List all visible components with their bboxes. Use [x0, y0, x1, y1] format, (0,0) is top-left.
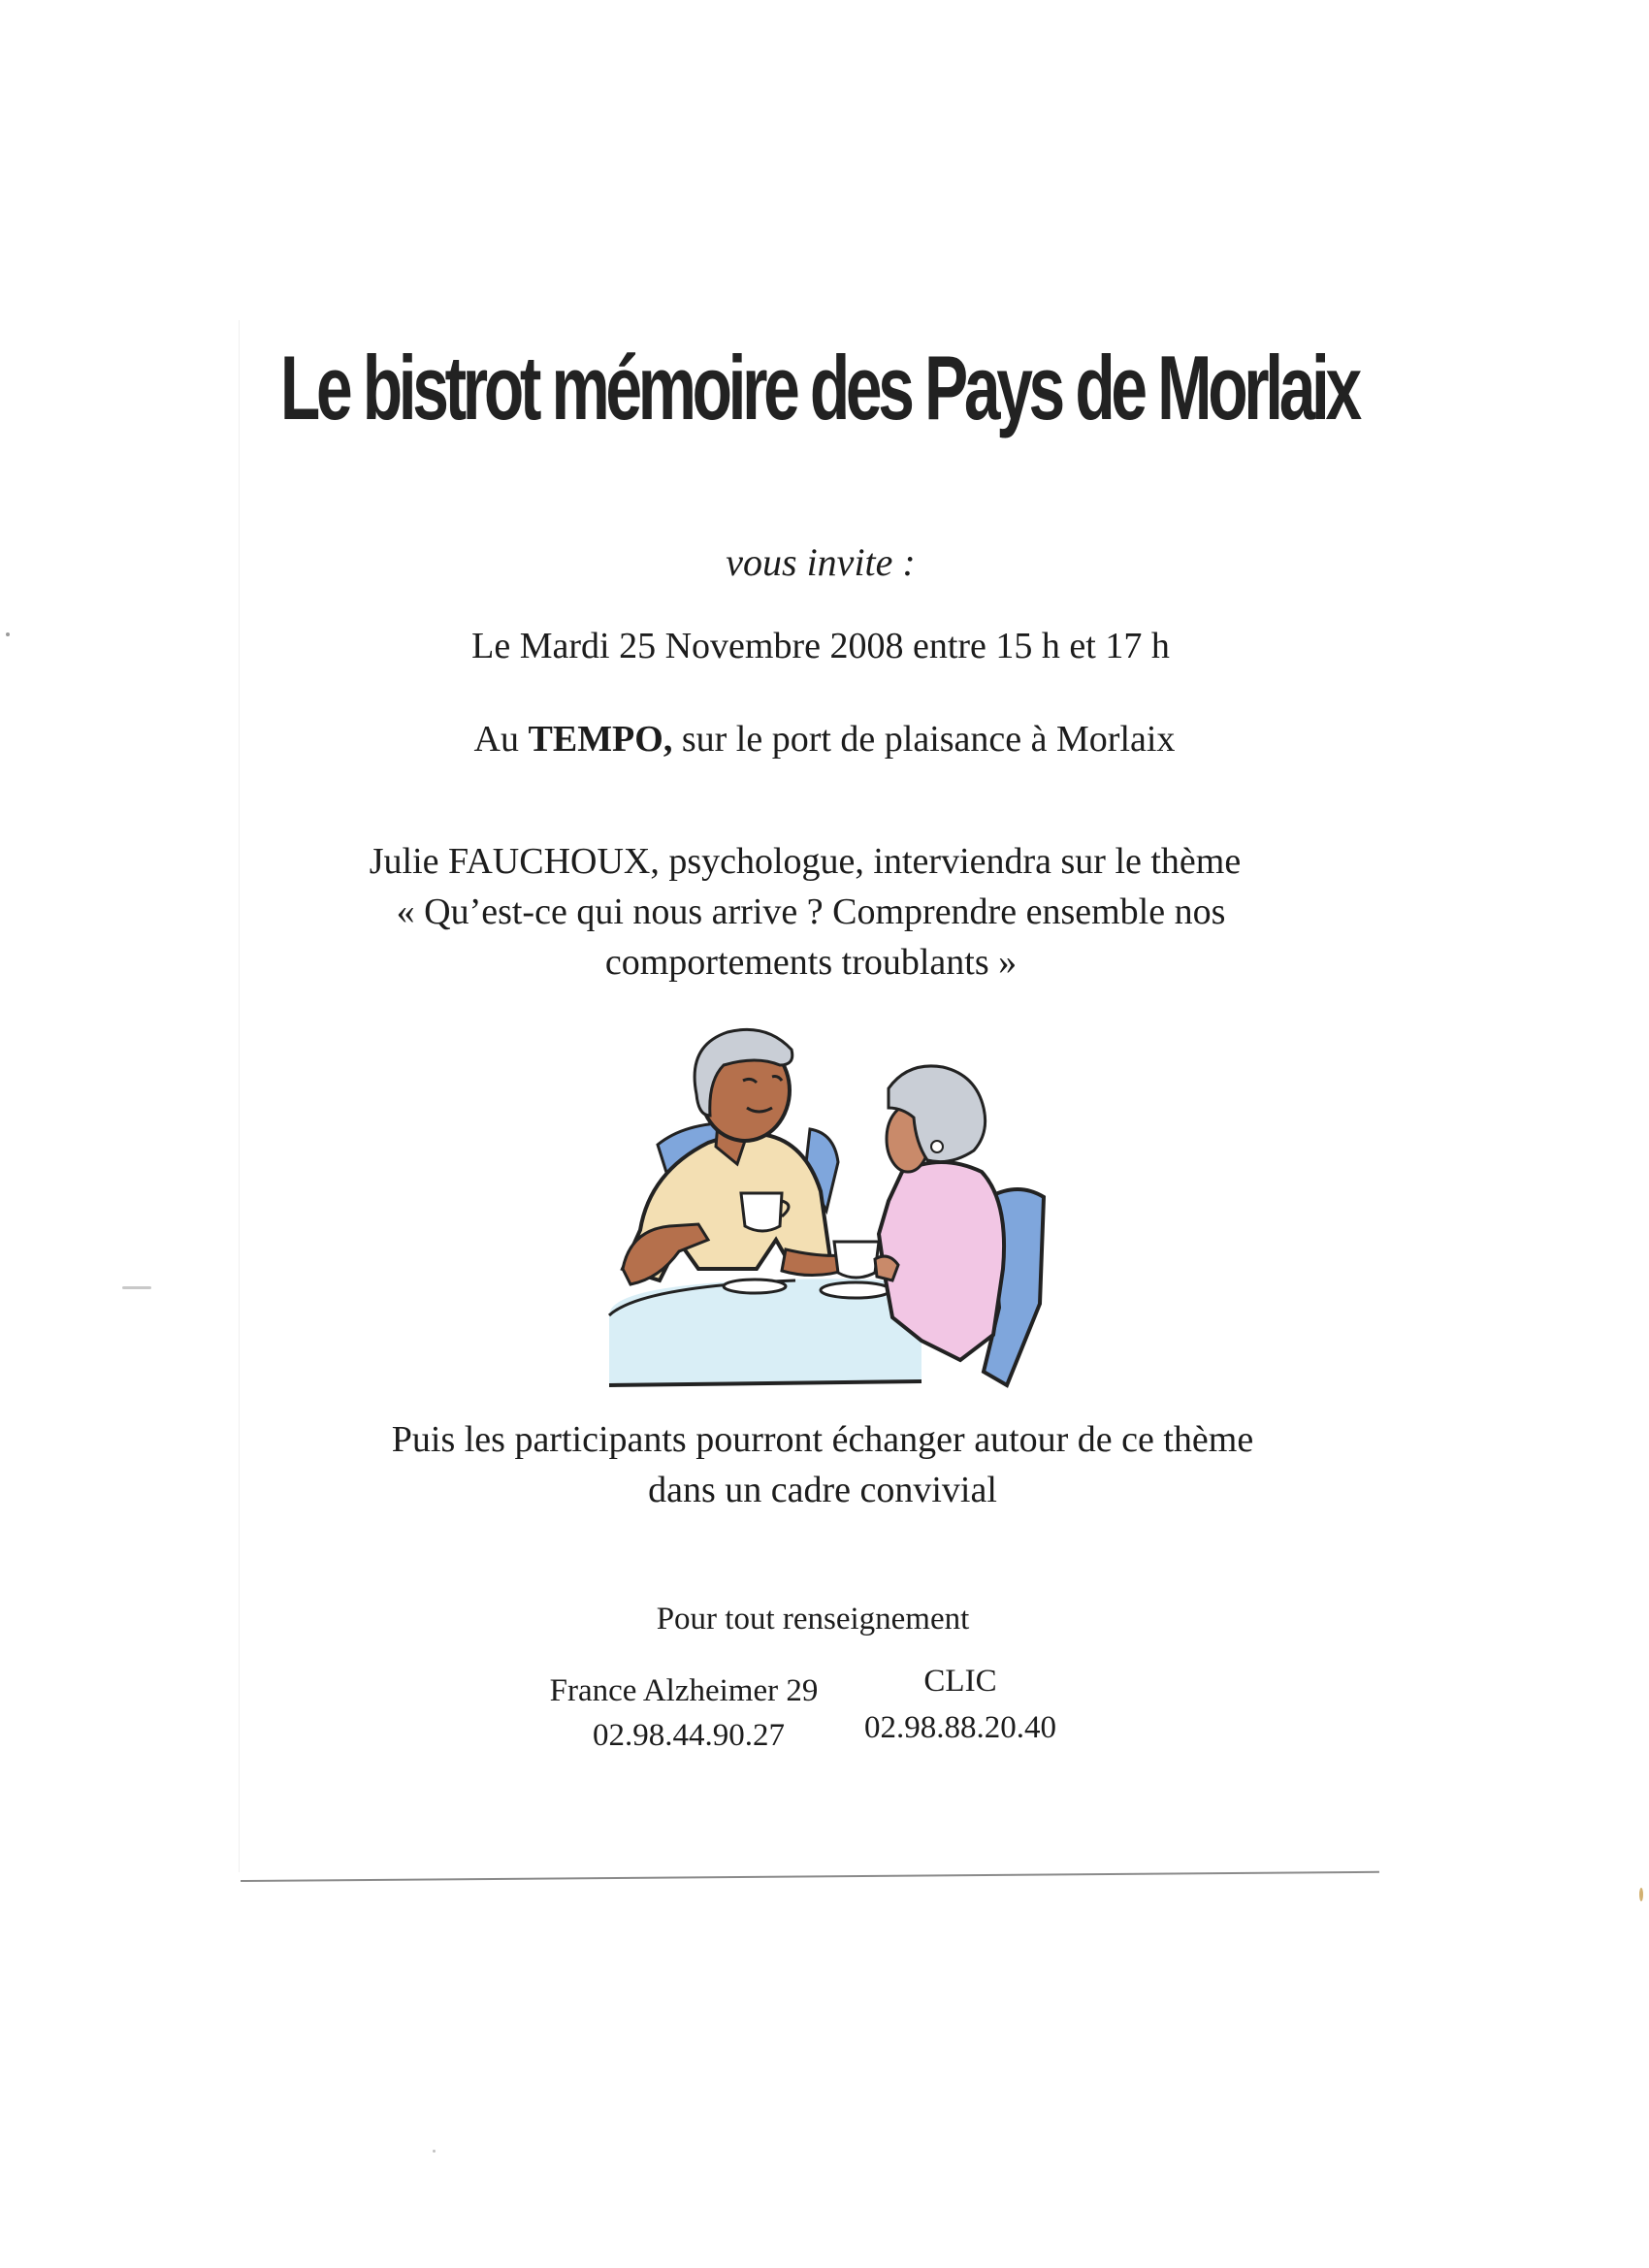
exchange-line-1: Puis les participants pourront échanger autour de ce thème	[391, 1419, 1254, 1460]
right-woman-earring	[931, 1141, 943, 1152]
scan-speck	[433, 2150, 436, 2153]
info-heading: Pour tout renseignement	[656, 1602, 970, 1636]
venue-suffix: sur le port de plaisance à Morlaix	[672, 719, 1176, 760]
venue-line	[0, 714, 1649, 764]
contact-name: France Alzheimer 29	[549, 1673, 819, 1708]
contact-phone: 02.98.44.90.27	[593, 1718, 785, 1753]
invite-text: vous invite :	[726, 540, 916, 584]
date-line: Le Mardi 25 Novembre 2008 entre 15 h et 17 h	[471, 626, 1170, 666]
contact-france-alzheimer	[524, 1659, 844, 1758]
speaker-line-2: « Qu’est-ce qui nous arrive ? Comprendre ensemble nos	[396, 891, 1226, 932]
speaker-line-3: comportements troublants »	[604, 942, 1018, 983]
contact-clic	[844, 1659, 1077, 1750]
venue-prefix: Au	[473, 719, 529, 760]
scan-speck	[122, 1286, 151, 1289]
illustration-two-women-coffee	[601, 1026, 1057, 1389]
right-woman-hand	[875, 1256, 898, 1280]
contact-name: CLIC	[923, 1664, 997, 1699]
sheet-edge-bottom	[241, 1871, 1379, 1882]
page-title: Le bistrot mémoire des Pays de Morlaix	[279, 337, 1358, 438]
scan-speck	[1639, 1888, 1643, 1901]
exchange-line-2: dans un cadre convivial	[648, 1470, 997, 1510]
venue-name: TEMPO,	[528, 719, 673, 760]
speaker-line-1: Julie FAUCHOUX, psychologue, interviendra sur le thème	[369, 841, 1242, 882]
contact-phone: 02.98.88.20.40	[864, 1710, 1056, 1745]
